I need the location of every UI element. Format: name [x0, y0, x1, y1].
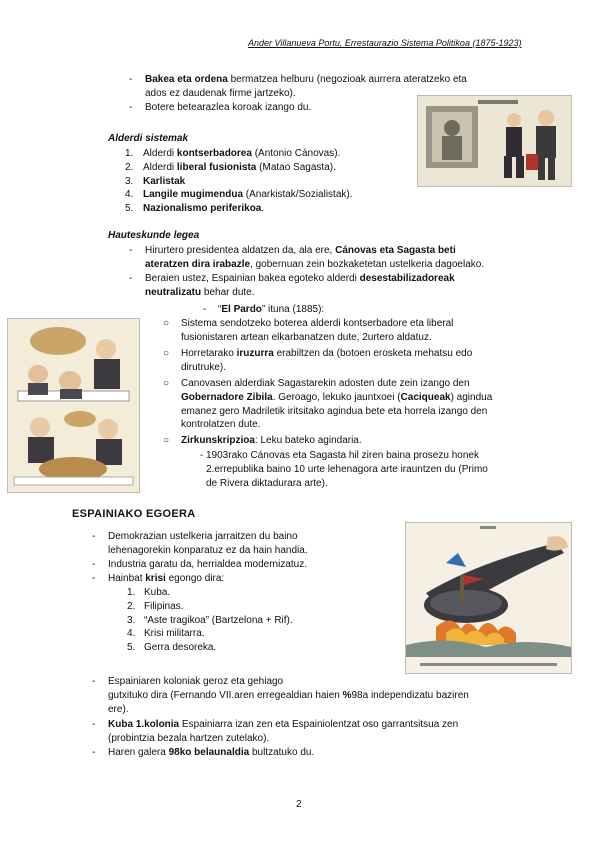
list-item: 1. Kuba. — [127, 587, 171, 598]
spain-bullet-4: Espainiaren koloniak geroz eta gehiago gutxituko dira (Fernando VII.aren erregealdian haien %98a independizatu baziren ere). — [108, 676, 469, 715]
list-item: 5. Gerra desoreka. — [127, 642, 217, 654]
frying-pan-caricature-illustration — [405, 522, 572, 674]
banquet-caricature-illustration — [7, 318, 140, 493]
pardo-point-2: Horretarako iruzurra erabiltzen da (botoen erosketa mehatsu edo dirutruke). — [181, 348, 473, 373]
bullet-dash: - — [92, 747, 96, 758]
bullet-dash: - — [129, 245, 133, 256]
caricature-illustration-top — [417, 95, 572, 187]
page-header: Ander Villanueva Portu, Errestaurazio Sistema Politikoa (1875-1923) — [248, 38, 522, 48]
circle-bullet: ○ — [163, 435, 170, 446]
page-number: 2 — [296, 799, 302, 810]
el-pardo-item: “El Pardo” ituna (1885): — [218, 304, 325, 315]
bullet-dash: - — [200, 450, 204, 461]
bullet-dash: - — [129, 74, 133, 85]
spain-bullet-2: Industria garatu da, herrialdea modernizatuz. — [108, 559, 308, 570]
spain-bullet-6: Haren galera 98ko belaunaldia bultzatuko du. — [108, 747, 315, 758]
list-item: 5. Nazionalismo periferikoa. — [125, 203, 265, 215]
circle-bullet: ○ — [163, 378, 170, 389]
list-item: 2. Alderdi liberal fusionista (Matao Sagasta). — [125, 161, 336, 173]
list-item: 4. Langile mugimendua (Anarkistak/Sozialistak). — [125, 189, 353, 201]
spain-bullet-5: Kuba 1.kolonia Espainiarra izan zen eta Espainiolentzat oso garrantsitsua zen (probintzia bezala hartzen zutelako). — [108, 719, 459, 744]
intro-bullet-2: Botere betearazlea koroak izango du. — [145, 102, 312, 113]
parties-list — [125, 147, 415, 216]
section-heading-electoral: Hauteskunde legea — [108, 230, 200, 241]
circle-bullet: ○ — [163, 348, 170, 359]
bullet-dash: - — [129, 273, 133, 284]
electoral-bullet-2: Beraien ustez, Espainian bakea egoteko alderdi desestabilizadoreak neutralizatu behar dute. — [145, 273, 455, 298]
bullet-dash: - — [92, 559, 96, 570]
electoral-bullet-1: Hirurtero presidentea aldatzen da, ala ere, Cánovas eta Sagasta beti ateratzen dira irabazle, gobernuan zein bozkaketetan ustelkeria dagoelako. — [145, 245, 485, 270]
pardo-point-3: Canovasen alderdiak Sagastarekin adosten dute zein izango den Gobernadore Zibila. Geroago, lekuko jauntxoei (Caciqueak) agindua emanez gero Madriletik iritsitako agindua bete eta horrela izango den kontrolatzen dute. — [181, 378, 493, 431]
list-item: 3. Karlistak — [125, 175, 186, 187]
bullet-dash: - — [92, 676, 96, 687]
bullet-dash: - — [92, 719, 96, 730]
bullet-dash: - — [92, 573, 96, 584]
crisis-list — [127, 586, 387, 655]
bullet-dash: - — [203, 304, 207, 315]
list-item: 4. Krisi militarra. — [127, 628, 205, 640]
intro-bullet-1: Bakea eta ordena bermatzea helburu (negozioak aurrera ateratzeko eta ados ez daudenak firme jartzeko). — [145, 74, 467, 99]
pardo-point-4: Zirkunskripzioa: Leku bateko agindaria. — [181, 435, 362, 446]
bullet-dash: - — [92, 531, 96, 542]
section-heading-parties: Alderdi sistemak — [108, 133, 189, 144]
circle-bullet: ○ — [163, 318, 170, 329]
spain-bullet-3: Hainbat krisi egongo dira: — [108, 573, 225, 584]
zirkunskripzioa-subpoint: 1903rako Cánovas eta Sagasta hil ziren baina prosezu honek 2.errepublika baino 10 urte lehenagora arte irauntzen du (Primo de Rivera diktadurara arte). — [206, 450, 488, 489]
spain-bullet-1: Demokrazian ustelkeria jarraitzen du baino lehenagorekin konparatuz ez da hain handia. — [108, 531, 308, 556]
list-item: 1. Alderdi kontserbadorea (Antonio Cánovas). — [125, 148, 341, 159]
bullet-dash: - — [129, 102, 133, 113]
list-item: 2. Filipinas. — [127, 600, 184, 612]
list-item: 3. “Aste tragikoa” (Bartzelona + Rif). — [127, 614, 293, 626]
section-title-spain: ESPAINIAKO EGOERA — [72, 508, 196, 520]
pardo-point-1: Sistema sendotzeko boterea alderdi kontserbadore eta liberal fusionistaren artean elkarbanatzen dute, 2urtero aldatuz. — [181, 318, 454, 343]
